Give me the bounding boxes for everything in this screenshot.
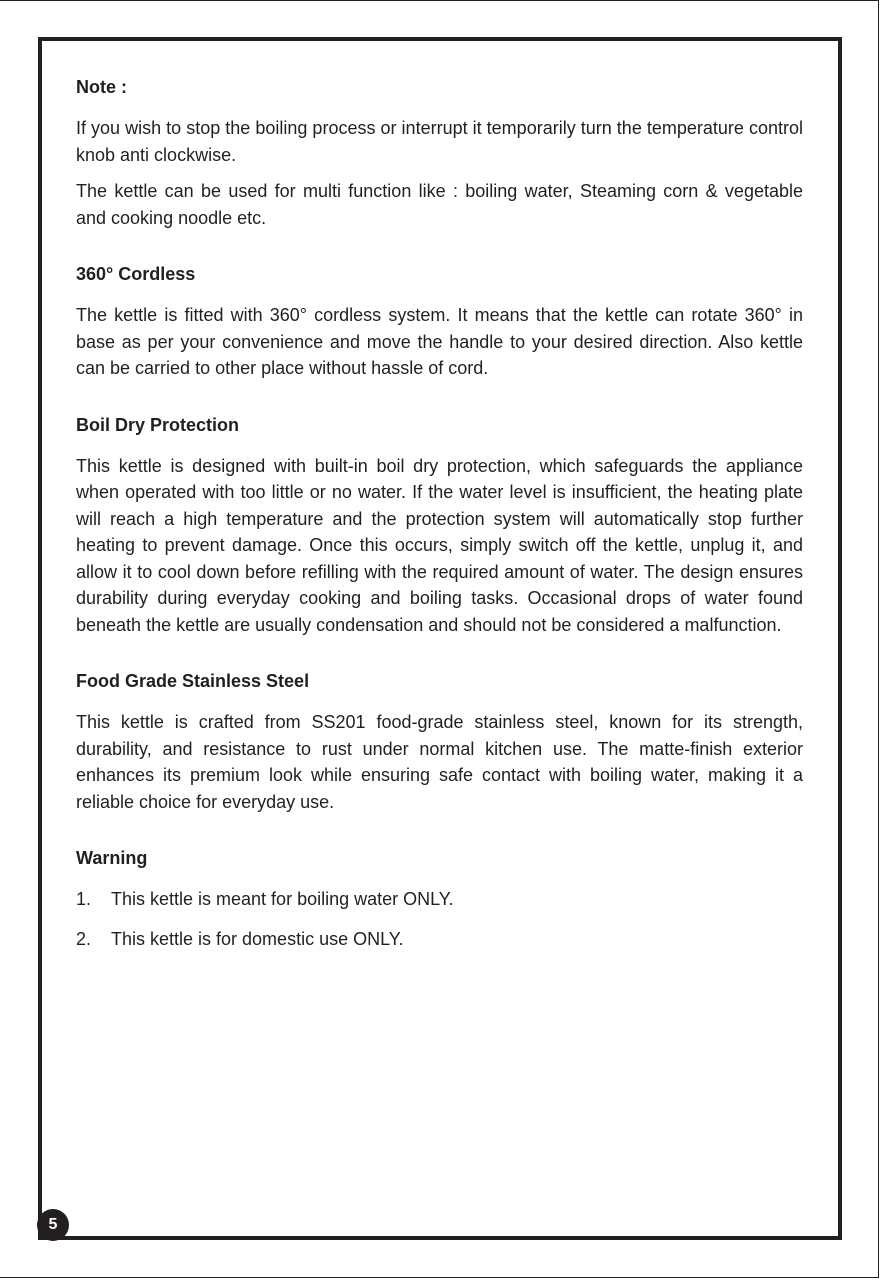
- warning-item: [76, 886, 803, 913]
- steel-heading: Food Grade Stainless Steel: [76, 671, 310, 691]
- section-spacer: [76, 241, 803, 261]
- warning-item-text: This kettle is meant for boiling water ONLY.: [111, 889, 454, 909]
- boil-dry-paragraph: This kettle is designed with built-in boil dry protection, which safeguards the appliance when operated with too little or no water. If the water level is insufficient, the heating plate will reach a high temperature and the protection system will automatically stop further heating to prevent damage. Once this occurs, simply switch off the kettle, unplug it, and allow it to cool down before refilling with the required amount of water. The design ensures durability during everyday cooking and boiling tasks. Occasional drops of water found beneath the kettle are usually condensation and should not be considered a malfunction.: [76, 455, 803, 635]
- cordless-paragraph: The kettle is fitted with 360° cordless system. It means that the kettle can rotate 360° in base as per your convenience and move the handle to your desired direction. Also kettle can be carried to other place without hassle of cord.: [76, 305, 803, 378]
- cordless-heading: 360° Cordless: [76, 264, 196, 284]
- note-paragraph-2: The kettle can be used for multi function like : boiling water, Steaming corn & vegetable and cooking noodle etc.: [76, 181, 803, 228]
- warning-heading: Warning: [76, 848, 148, 868]
- warning-item: [76, 926, 803, 953]
- page-content: [76, 74, 803, 965]
- page-number-badge: 5: [37, 1209, 69, 1241]
- warning-item-number: 2.: [76, 928, 92, 949]
- note-heading: Note :: [76, 77, 127, 97]
- steel-paragraph: This kettle is crafted from SS201 food-grade stainless steel, known for its strength, durability, and resistance to rust under normal kitchen use. The matte-finish exterior enhances its premium look while ensuring safe contact with boiling water, making it a reliable choice for everyday use.: [76, 712, 803, 812]
- section-spacer: [76, 392, 803, 412]
- warning-item-number: 1.: [76, 889, 92, 909]
- boil-dry-heading: Boil Dry Protection: [76, 414, 240, 435]
- section-spacer: [76, 825, 803, 845]
- warning-item-text: This kettle is for domestic use ONLY.: [111, 928, 404, 949]
- section-spacer: [76, 648, 803, 668]
- note-paragraph-1: If you wish to stop the boiling process or interrupt it temporarily turn the temperature control knob anti clockwise.: [76, 118, 803, 165]
